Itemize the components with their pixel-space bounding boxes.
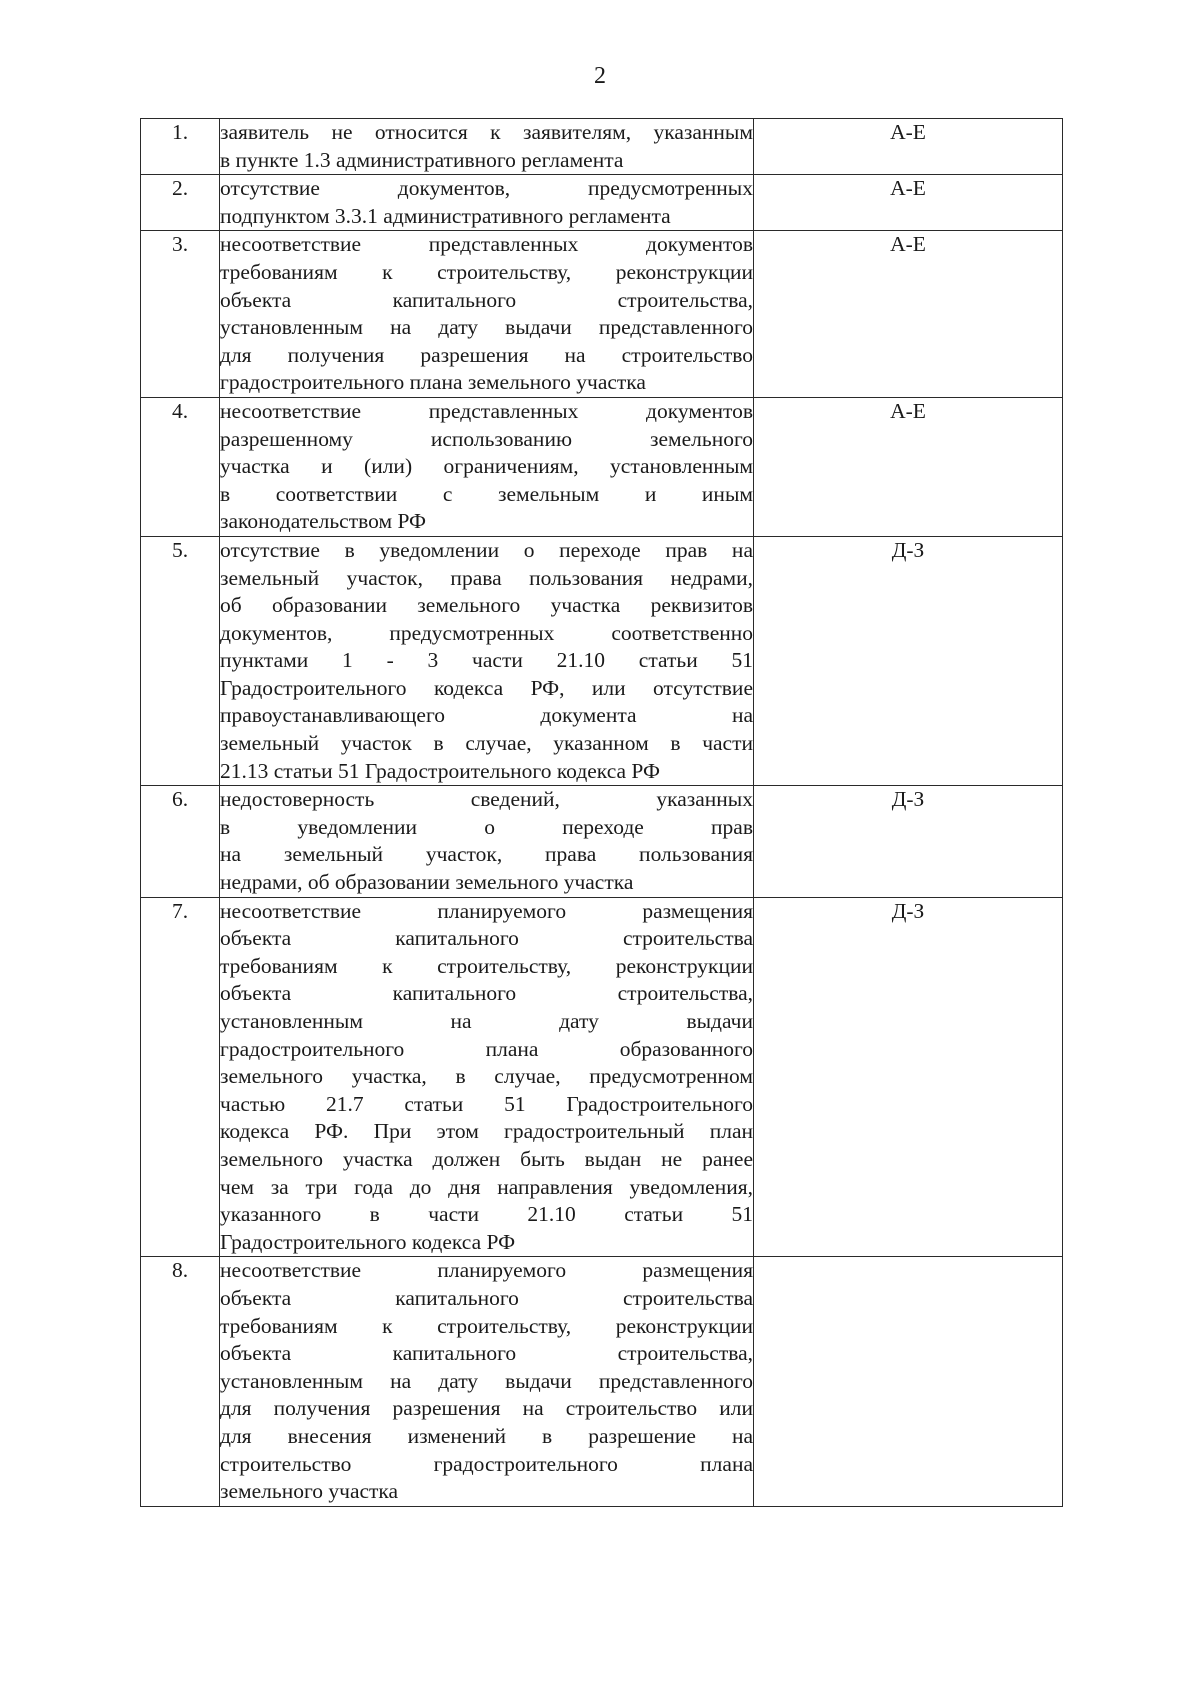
description-line: несоответствие планируемого размещения (220, 1258, 753, 1283)
row-number: 8. (141, 1257, 220, 1506)
description-line: документов, предусмотренных соответственно (220, 620, 753, 645)
description-line: заявитель не относится к заявителям, указанным (220, 120, 753, 144)
description-line: об образовании земельного участка реквизитов (220, 593, 753, 618)
applicability-code: Д-З (754, 536, 1063, 785)
description-line: земельного участка должен быть выдан не ранее (220, 1146, 753, 1171)
row-number: 4. (141, 397, 220, 536)
description-line: несоответствие представленных документов (220, 232, 753, 257)
row-number: 7. (141, 897, 220, 1257)
ground-description (220, 1257, 754, 1506)
description-line: объекта капитального строительства, (220, 981, 753, 1006)
applicability-code: А-Е (754, 397, 1063, 536)
row-number: 5. (141, 536, 220, 785)
applicability-code: А-Е (754, 175, 1063, 231)
table-row (141, 397, 1063, 536)
ground-description (220, 786, 754, 897)
ground-description (220, 536, 754, 785)
description-line: на земельный участок, права пользования (220, 842, 753, 867)
description-line: в уведомлении о переходе прав (220, 814, 753, 839)
table-row (141, 786, 1063, 897)
refusal-grounds-table (140, 118, 1063, 1507)
ground-description (220, 897, 754, 1257)
description-line: земельный участок, права пользования недрами, (220, 565, 753, 590)
description-line: в соответствии с земельным и иным (220, 481, 753, 506)
description-line: Градостроительного кодекса РФ, или отсутствие (220, 675, 753, 700)
description-line: Градостроительного кодекса РФ (220, 1229, 516, 1254)
table-body (141, 119, 1063, 1507)
description-line: участка и (или) ограничениям, установленным (220, 454, 753, 479)
applicability-code: Д-З (754, 897, 1063, 1257)
description-line: 21.13 статьи 51 Градостроительного кодекса РФ (220, 758, 661, 783)
description-line: объекта капитального строительства (220, 926, 753, 951)
description-line: земельного участка, в случае, предусмотренном (220, 1064, 753, 1089)
description-line: градостроительного плана земельного участка (220, 370, 646, 395)
description-line: частью 21.7 статьи 51 Градостроительного (220, 1091, 753, 1116)
applicability-code: Д-З (754, 786, 1063, 897)
row-number: 2. (141, 175, 220, 231)
description-line: объекта капитального строительства (220, 1285, 753, 1310)
ground-description (220, 119, 754, 175)
description-line: законодательством РФ (220, 509, 427, 534)
description-line: градостроительного плана образованного (220, 1036, 753, 1061)
description-line: пунктами 1 - 3 части 21.10 статьи 51 (220, 648, 753, 673)
description-line: несоответствие представленных документов (220, 398, 753, 423)
description-line: установленным на дату выдачи представленного (220, 1368, 753, 1393)
description-line: установленным на дату выдачи (220, 1009, 753, 1033)
description-line: объекта капитального строительства, (220, 287, 753, 312)
table-row (141, 1257, 1063, 1506)
description-line: для получения разрешения на строительство (220, 342, 753, 367)
applicability-code: А-Е (754, 119, 1063, 175)
description-line: кодекса РФ. При этом градостроительный план (220, 1119, 753, 1144)
description-line: подпунктом 3.3.1 административного регламента (220, 203, 671, 228)
description-line: указанного в части 21.10 статьи 51 (220, 1202, 753, 1227)
description-line: земельный участок в случае, указанном в части (220, 731, 753, 756)
description-line: отсутствие документов, предусмотренных (220, 176, 753, 201)
ground-description (220, 397, 754, 536)
ground-description (220, 231, 754, 398)
applicability-code (754, 1257, 1063, 1506)
row-number: 6. (141, 786, 220, 897)
row-number: 3. (141, 231, 220, 398)
description-line: объекта капитального строительства, (220, 1341, 753, 1366)
table-row (141, 175, 1063, 231)
row-number: 1. (141, 119, 220, 175)
applicability-code: А-Е (754, 231, 1063, 398)
description-line: в пункте 1.3 административного регламента (220, 147, 624, 172)
description-line: разрешенному использованию земельного (220, 426, 753, 451)
description-line: для внесения изменений в разрешение на (220, 1423, 753, 1448)
description-line: установленным на дату выдачи представленного (220, 315, 753, 340)
description-line: правоустанавливающего документа на (220, 703, 753, 728)
table-row (141, 231, 1063, 398)
ground-description (220, 175, 754, 231)
page-number: 2 (594, 63, 606, 89)
description-line: требованиям к строительству, реконструкции (220, 953, 753, 978)
description-line: недрами, об образовании земельного участка (220, 870, 634, 895)
description-line: недостоверность сведений, указанных (220, 787, 753, 812)
description-line: строительство градостроительного плана (220, 1451, 753, 1476)
description-line: земельного участка (220, 1479, 399, 1504)
table-row (141, 119, 1063, 175)
table-row (141, 897, 1063, 1257)
description-line: требованиям к строительству, реконструкции (220, 259, 753, 284)
description-line: несоответствие планируемого размещения (220, 898, 753, 923)
description-line: для получения разрешения на строительство или (220, 1396, 753, 1421)
description-line: требованиям к строительству, реконструкции (220, 1313, 753, 1338)
description-line: отсутствие в уведомлении о переходе прав на (220, 537, 753, 562)
description-line: чем за три года до дня направления уведомления, (220, 1174, 753, 1199)
table-row (141, 536, 1063, 785)
